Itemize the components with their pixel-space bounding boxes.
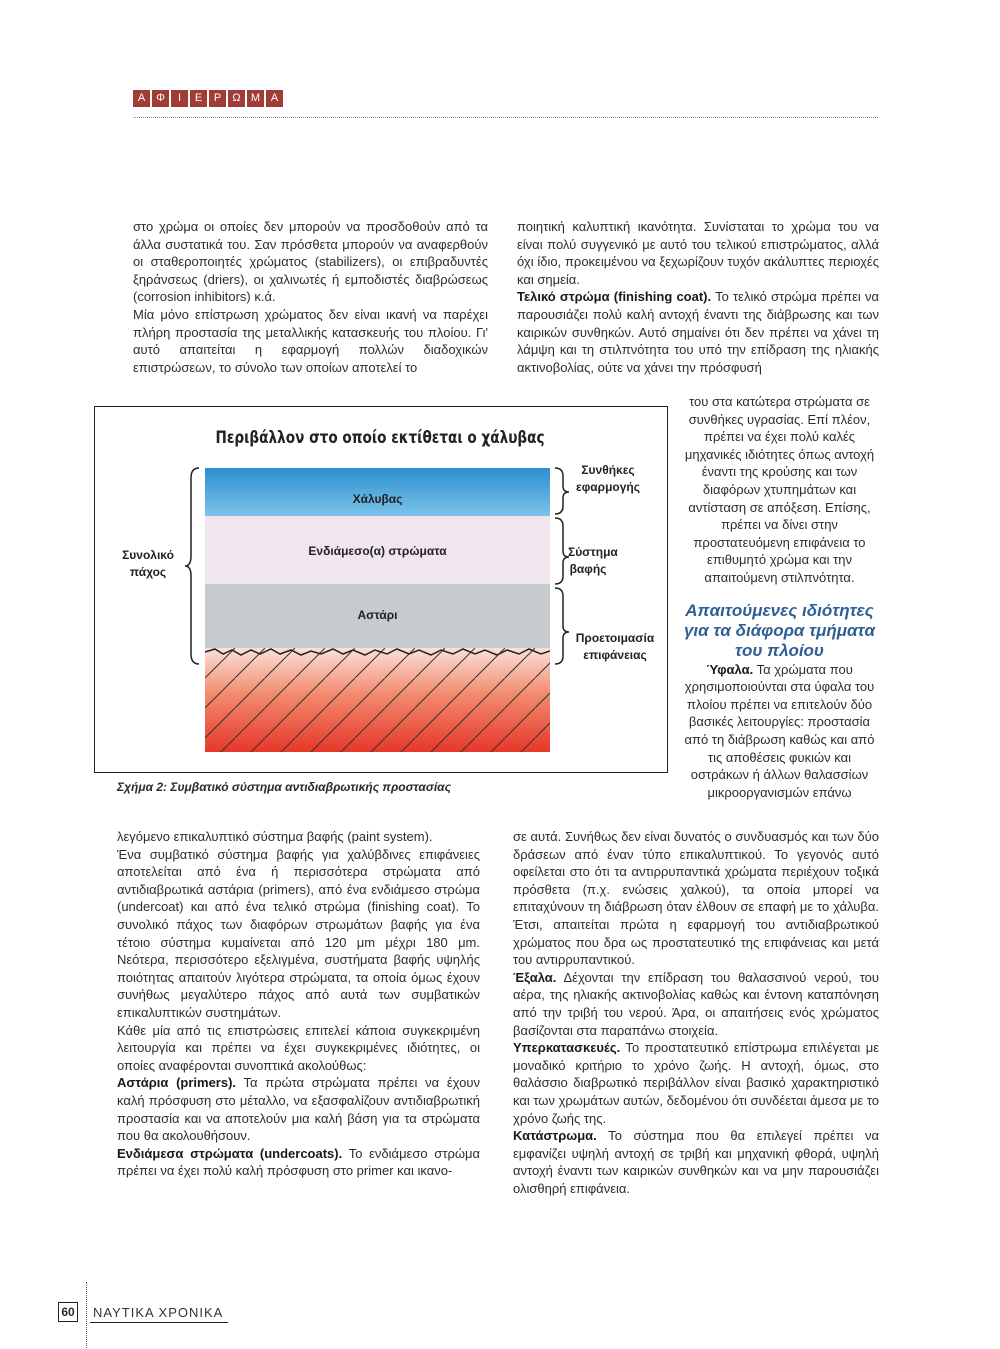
left-column-top xyxy=(133,218,488,376)
inline-heading: Έξαλα. xyxy=(513,969,557,985)
section-subheading: Απαιτούμενες ιδιότητες για τα διάφορα τμήματα του πλοίου xyxy=(683,600,876,660)
paragraph: Μία μόνο επίστρωση χρώματος δεν είναι ικανή να παρέχει πλήρη προστασία της μεταλλικής κατασκευής του πλοίου. Γι' αυτό απαιτείται η εφαρμογή πολλών διαδοχικών επιστρώσεων, το σύνολο των οποίων αποτελεί το xyxy=(133,306,488,375)
banner-letter: Α xyxy=(266,90,283,107)
page-number: 60 xyxy=(58,1302,78,1322)
paragraph: Κάθε μία από τις επιστρώσεις επιτελεί κάποια συγκεκριμένη λειτουργία και πρέπει να έχει συγκεκριμένες ιδιότητες, οι οποίες αναφέρονται συνοπτικά ακολούθως: xyxy=(117,1022,480,1073)
paragraph: Υπερκατασκευές. Το προστατευτικό επίστρωμα επιλέγεται με μοναδικό κριτήριο το χρόνο ζωής. Η αντοχή, όμως, στο θαλάσσιο διαβρωτικό περιβάλλον είναι βασικό χαρακτηριστικό και των χρωμάτων αυτών, δεδομένου ότι συνδέεται άμεσα με το χρόνο ζωής της. xyxy=(513,1040,879,1126)
figure-caption: Σχήμα 2: Συμβατικό σύστημα αντιδιαβρωτικής προστασίας xyxy=(117,780,452,794)
paragraph: του στα κατώτερα στρώματα σε συνθήκες υγρασίας. Επί πλέον, πρέπει να έχει πολύ καλές μηχανικές ιδιότητες όπως αντοχή έναντι της κρούσης και των διαφόρων χτυπημάτων και αντίσταση σε απόξεση. Επίσης, πρέπει να δίνει στην προστατευόμενη επιφάνεια το επιθυμητό χρώμα και την απαιτούμενη στιλπνότητα. xyxy=(684,394,875,585)
paint-system-label: Σύστημα βαφής xyxy=(568,545,618,576)
total-thickness-label: Συνολικό πάχος xyxy=(122,548,174,579)
paragraph: Τελικό στρώμα (finishing coat). Το τελικό στρώμα πρέπει να παρουσιάζει πολύ καλή αντοχή έναντι της διάβρωσης και των καιρικών συνθηκών. Αυτό σημαίνει ότι δεν πρέπει να χάνει τη λάμψη και τη στιλπνότητα του υπό την επίδραση της ηλιακής ακτινοβολίας, ούτε να χάνει την πρόσφυσή xyxy=(517,289,880,375)
paragraph: Ύφαλα. Τα χρώματα που χρησιμοποιούνται στα ύφαλα του πλοίου πρέπει να επιτελούν δύο βασικές λειτουργίες: προστασία από τη διάβρωση καθώς και από τις αποθέσεις φυκιών και οστράκων ή άλλων θαλασσίων μικροοργανισμών επάνω xyxy=(684,661,875,800)
paragraph: Ένα συμβατικό σύστημα βαφής για χαλύβδινες επιφάνειες αποτελείται από ένα ή περισσότερα στρώματα από αντιδιαβρωτικά αστάρια (primers), από ένα ενδιάμεσο στρώμα (undercoat) και από ένα τελικό στρώμα (finishing coat). Το συνολικό πάχος των διαφόρων στρωμάτων βαφής για ένα τέτοιο σύστημα κυμαίνεται από 120 μm μέχρι 180 μm. Νεότερα, περισσότερο εξελιγμένα, συστήματα βαφής υψηλής ποιότητας απαιτούν λιγότερα στρώματα, τα οποία όμως έχουν συνήθως μεγαλύτερο πάχος από αυτά των συμβατικών επικαλυπτικών συστημάτων. xyxy=(117,846,480,1020)
banner-letter: Α xyxy=(133,90,150,107)
inline-heading: Κατάστρωμα. xyxy=(513,1128,597,1144)
inline-heading: Υπερκατασκευές. xyxy=(513,1040,621,1056)
layer-label: Ενδιάμεσο(α) στρώματα xyxy=(308,544,447,558)
banner-letter: Ε xyxy=(190,90,207,107)
left-column-bottom xyxy=(117,828,480,1180)
right-column-narrow xyxy=(680,393,879,801)
paragraph: Έξαλα. Δέχονται την επίδραση του θαλασσινού νερού, του αέρα, της ηλιακής ακτινοβολίας καθώς και έντονη καταπόνηση από την τριβή του νερού. Άρα, οι απαιτήσεις ενός χρώματος βασίζονται στα παραπάνω στοιχεία. xyxy=(513,969,879,1038)
paragraph: λεγόμενο επικαλυπτικό σύστημα βαφής (paint system). xyxy=(117,829,433,844)
figure-title: Περιβάλλον στο οποίο εκτίθεται ο χάλυβας xyxy=(215,428,545,448)
paragraph: σε αυτά. Συνήθως δεν είναι δυνατός ο συνδυασμός και των δύο δράσεων από έναν τύπο επικαλυπτικού. Το γεγονός αυτό οφείλεται στο ότι τα αντιρρυπαντικά χρώματα περιέχουν τοξικά πρόσθετα (π.χ. ενώσεις χαλκού), τα οποία μπορεί να επιταχύνουν τη διάβρωση όταν έλθουν σε επαφή με το χάλυβα. Έτσι, απαιτείται πρώτα η εφαρμογή του αντιδιαβρωτικού χρώματος που δρα ως προστατευτικό της επιφάνειας και μετά του αντιρρυπαντικού. xyxy=(513,829,879,968)
inline-heading: Αστάρια (primers). xyxy=(117,1075,237,1091)
header-rule xyxy=(133,117,878,118)
right-column-top xyxy=(517,218,879,376)
paragraph: Ενδιάμεσα στρώματα (undercoats). Το ενδιάμεσο στρώμα πρέπει να έχει πολύ καλή πρόσφυση στο primer και ικανο- xyxy=(117,1145,481,1179)
inline-heading: Τελικό στρώμα (finishing coat). xyxy=(517,289,712,305)
layer-label: Αστάρι xyxy=(357,608,398,622)
banner-letter: Ω xyxy=(228,90,245,107)
paragraph: Αστάρια (primers). Τα πρώτα στρώματα πρέπει να έχουν καλή πρόσφυση στο μέταλλο, να εξασφαλίζουν αντιδιαβρωτική προστασία και να αποτελούν μια καλή βάση για τα στρώματα που θα ακολουθήσουν. xyxy=(117,1075,480,1144)
magazine-name: ΝΑΥΤΙΚΑ ΧΡΟΝΙΚΑ xyxy=(93,1305,224,1320)
layer-label: Χάλυβας xyxy=(352,492,403,506)
footer-rule xyxy=(90,1322,228,1323)
paragraph: στο χρώμα οι οποίες δεν μπορούν να προσδοθούν από τα άλλα συστατικά του. Σαν πρόσθετα μπορούν να αναφερθούν οι σταθεροποιητές χρώματος (stabilizers), οι επιβραδυντές ξηράνσεως (driers), οι χαλινωτές ή εμποδιστές διαβρώσεως (corrosion inhibitors) κ.ά. xyxy=(133,219,488,305)
banner-letter: Ι xyxy=(171,90,188,107)
application-conditions-label: Συνθήκες εφαρμογής xyxy=(576,463,640,494)
right-column-bottom xyxy=(513,828,879,1197)
banner-letter: Φ xyxy=(152,90,169,107)
left-brace xyxy=(183,466,203,666)
footer-divider xyxy=(86,1282,87,1348)
banner-letter: Μ xyxy=(247,90,264,107)
section-banner xyxy=(133,90,283,107)
inline-heading: Ύφαλα. xyxy=(706,661,754,677)
paragraph: Κατάστρωμα. Το σύστημα που θα επιλεγεί πρέπει να εμφανίζει υψηλή αντοχή σε τριβή και μηχανική φθορά, υψηλή αντοχή έναντι των καιρικών συνθηκών και να μην παρουσιάζει ολισθηρή επιφάνεια. xyxy=(513,1128,879,1196)
paragraph: ποιητική καλυπτική ικανότητα. Συνίσταται το χρώμα του να είναι πολύ συγγενικό με αυτό του τελικού επιστρώματος, αλλά όχι ίδιο, προκειμένου να ξεχωρίζουν τυχόν ακάλυπτες περιοχές και σημεία. xyxy=(517,219,879,287)
inline-heading: Ενδιάμεσα στρώματα (undercoats). xyxy=(117,1145,343,1161)
banner-letter: Ρ xyxy=(209,90,226,107)
steel-substrate xyxy=(205,648,550,752)
surface-preparation-label: Προετοιμασία επιφάνειας xyxy=(575,631,655,662)
